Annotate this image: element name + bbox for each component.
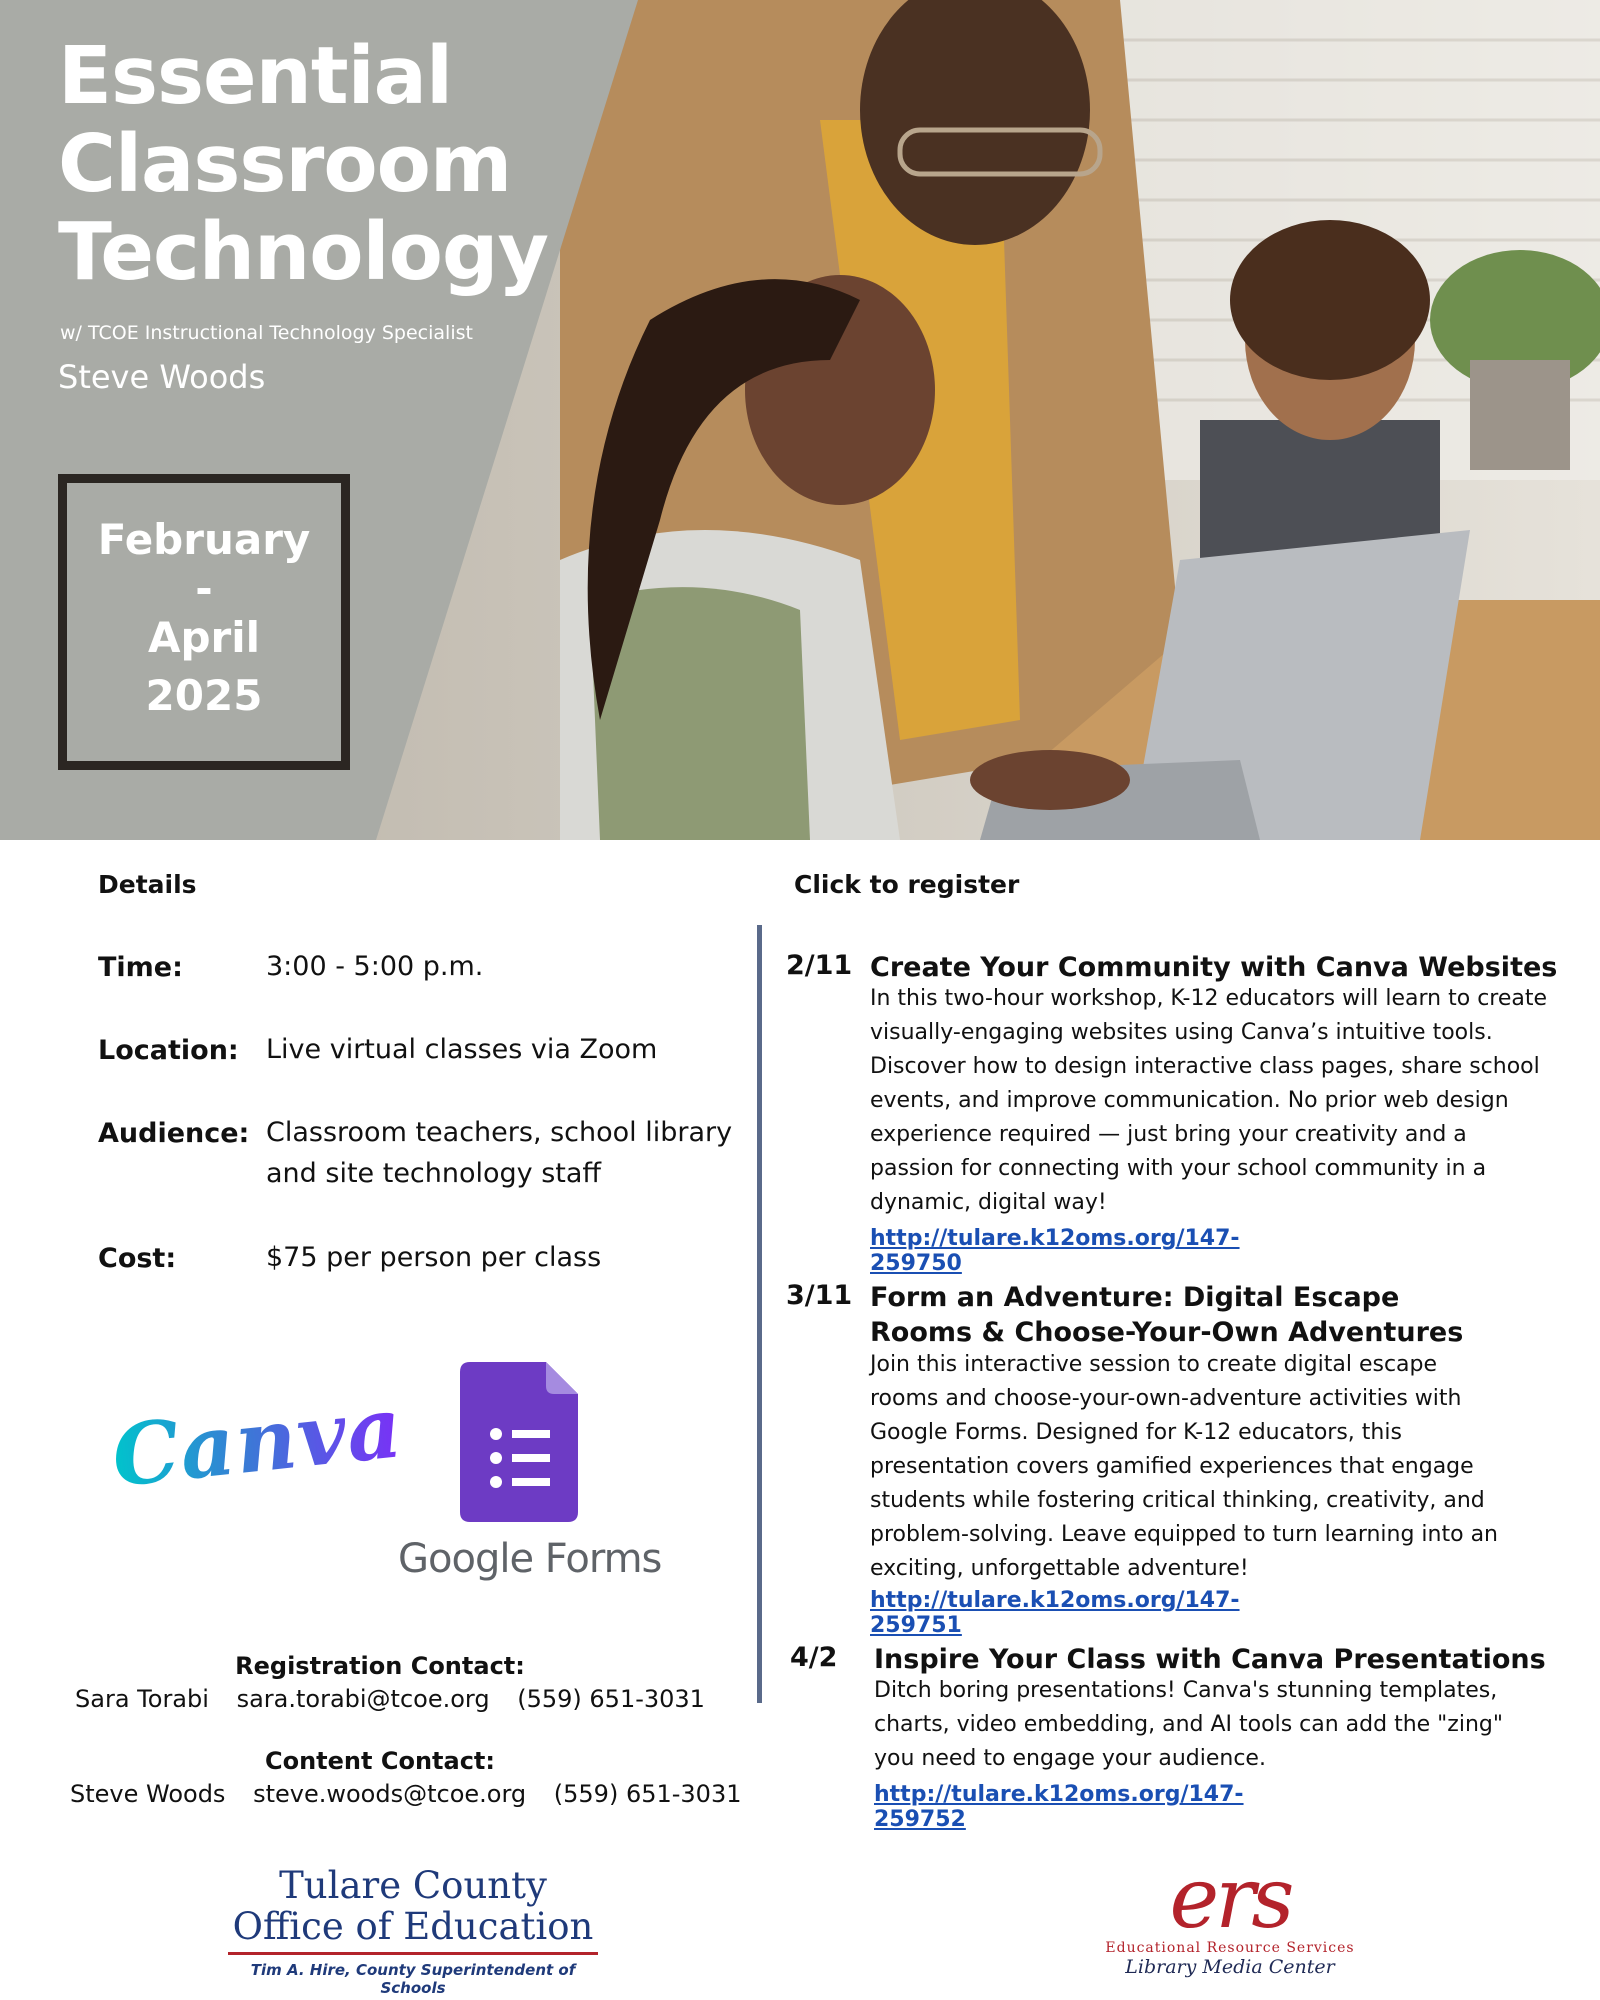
session-date: 2/11 bbox=[786, 950, 853, 981]
date-line: - bbox=[195, 564, 213, 613]
session-title: Form an Adventure: Digital Escape Rooms & Choose-Your-Own Adventures bbox=[870, 1282, 1464, 1348]
google-forms-wordmark: Google Forms bbox=[398, 1536, 662, 1582]
ers-monogram: ers bbox=[1169, 1849, 1291, 1947]
presenter-subtitle: w/ TCOE Instructional Technology Specialist bbox=[60, 322, 473, 344]
tcoe-line1: Tulare County bbox=[279, 1864, 547, 1907]
session-register-link[interactable]: http://tulare.k12oms.org/147-259750 bbox=[870, 1226, 1240, 1276]
content-contact-title: Content Contact: bbox=[264, 1747, 495, 1775]
registration-contact-line bbox=[60, 1685, 720, 1713]
ers-logo bbox=[1090, 1849, 1370, 1978]
title-line: Essential bbox=[58, 30, 453, 122]
title-line: Classroom bbox=[58, 118, 512, 210]
detail-label: Time: bbox=[98, 952, 183, 983]
title-line: Technology bbox=[58, 206, 548, 298]
contact-phone: (559) 651-3031 bbox=[517, 1685, 705, 1713]
contact-email[interactable]: steve.woods@tcoe.org bbox=[253, 1780, 527, 1808]
session-title: Inspire Your Class with Canva Presentations bbox=[874, 1644, 1546, 1675]
session-description: Ditch boring presentations! Canva's stunning templates, charts, video embedding, and AI tools can add the "zing" you need to engage your audience. bbox=[874, 1678, 1503, 1771]
date-line: 2025 bbox=[145, 671, 263, 720]
ers-line1: Educational Resource Services bbox=[1105, 1940, 1355, 1956]
event-title bbox=[58, 32, 578, 296]
date-range-box bbox=[58, 474, 350, 770]
contact-email[interactable]: sara.torabi@tcoe.org bbox=[236, 1685, 490, 1713]
tcoe-line2: Office of Education bbox=[232, 1905, 594, 1948]
content-contact-line bbox=[60, 1780, 742, 1808]
tcoe-line3: Tim A. Hire, County Superintendent of Schools bbox=[250, 1961, 576, 1997]
contact-phone: (559) 651-3031 bbox=[553, 1780, 742, 1808]
session-date: 3/11 bbox=[786, 1280, 853, 1311]
hero-section bbox=[0, 0, 1600, 840]
session-register-link[interactable]: http://tulare.k12oms.org/147-259751 bbox=[870, 1588, 1240, 1638]
session-date: 4/2 bbox=[790, 1642, 838, 1673]
contact-name: Steve Woods bbox=[70, 1780, 226, 1808]
date-line: April bbox=[147, 613, 261, 662]
detail-value: Classroom teachers, school library and site technology staff bbox=[266, 1117, 733, 1189]
date-line: February bbox=[97, 515, 311, 564]
detail-value: Live virtual classes via Zoom bbox=[266, 1034, 658, 1065]
register-heading: Click to register bbox=[794, 870, 1020, 899]
presenter-name: Steve Woods bbox=[58, 358, 266, 396]
google-forms-icon bbox=[460, 1362, 580, 1524]
session-description: Join this interactive session to create digital escape rooms and choose-your-own-adventure activities with Google Forms. Designed for K-12 educators, this presentation covers gamified experiences that engage students while fostering critical thinking, creativity, and problem-solving. Leave equipped to turn learning into an exciting, unforgettable adventure! bbox=[870, 1352, 1498, 1581]
detail-label: Cost: bbox=[98, 1243, 177, 1274]
session-register-link[interactable]: http://tulare.k12oms.org/147-259752 bbox=[874, 1782, 1244, 1832]
column-divider bbox=[757, 925, 762, 1703]
session-description: In this two-hour workshop, K-12 educators will learn to create visually-engaging websites using Canva’s intuitive tools. Discover how to design interactive class pages, share school events, and improve communication. No prior web design experience required — just bring your creativity and a passion for connecting with your school community in a dynamic, digital way! bbox=[870, 986, 1548, 1215]
tcoe-logo bbox=[228, 1866, 598, 1997]
details-heading: Details bbox=[98, 870, 197, 899]
canva-logo: Canva bbox=[107, 1377, 407, 1506]
tcoe-rule bbox=[228, 1952, 598, 1955]
detail-value: $75 per person per class bbox=[266, 1242, 602, 1273]
registration-contact-title: Registration Contact: bbox=[235, 1652, 525, 1680]
detail-label: Location: bbox=[98, 1035, 239, 1066]
contact-name: Sara Torabi bbox=[75, 1685, 209, 1713]
detail-label: Audience: bbox=[98, 1118, 250, 1149]
ers-line2: Library Media Center bbox=[1125, 1956, 1335, 1978]
detail-value: 3:00 - 5:00 p.m. bbox=[266, 951, 484, 982]
session-title: Create Your Community with Canva Websites bbox=[870, 952, 1558, 983]
